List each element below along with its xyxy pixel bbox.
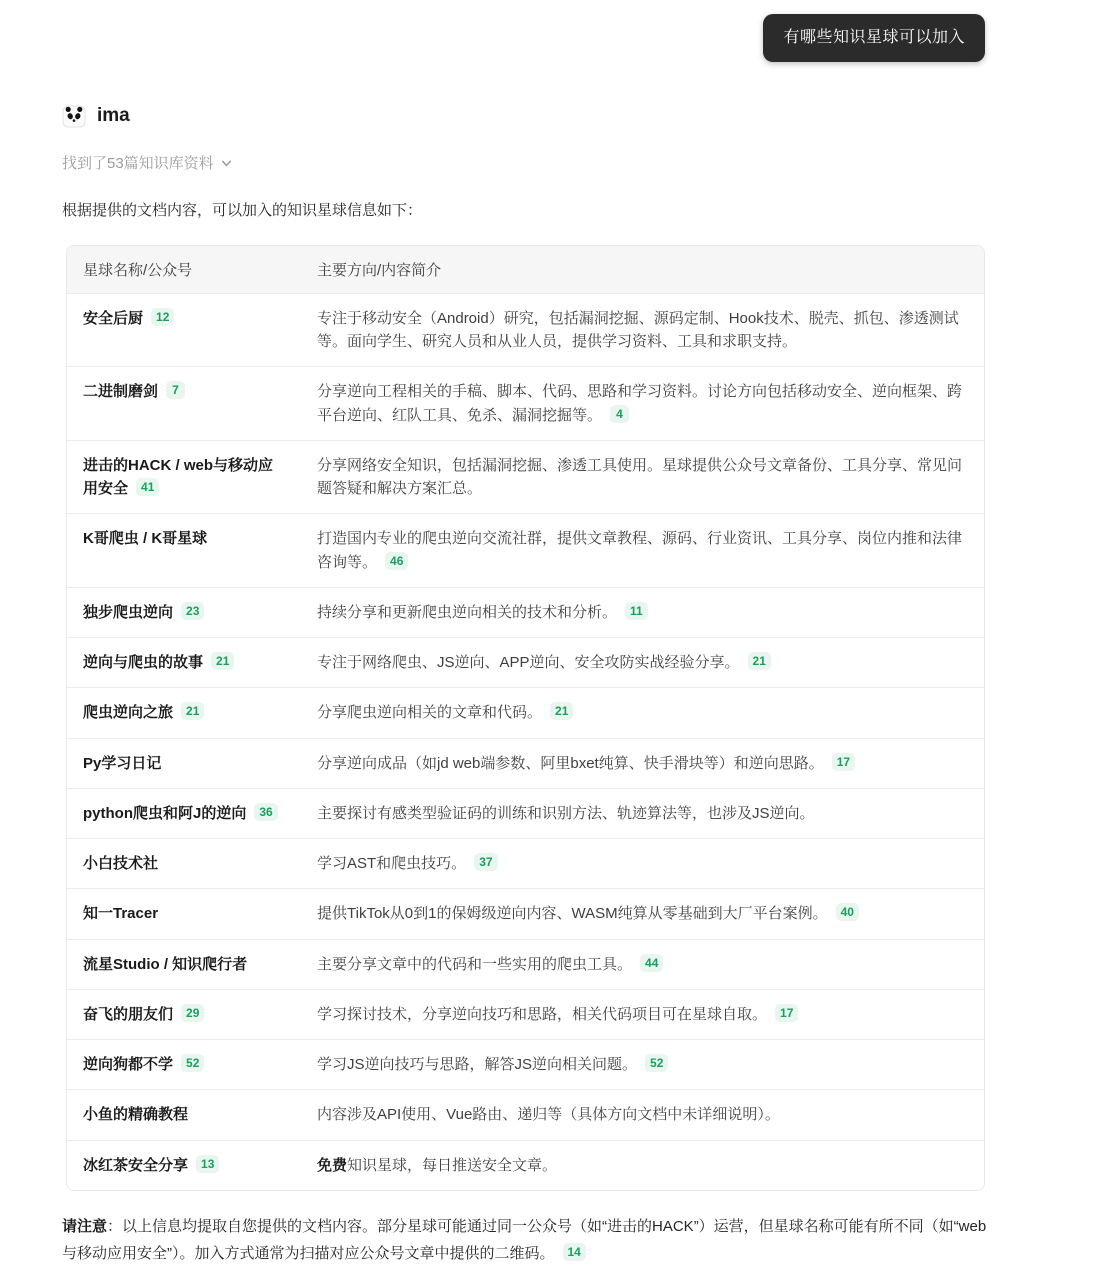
planet-desc: 主要探讨有感类型验证码的训练和识别方法、轨迹算法等，也涉及JS逆向。: [317, 804, 815, 822]
planet-desc: 持续分享和更新爬虫逆向相关的技术和分析。: [317, 603, 618, 621]
planet-name: 小白技术社: [83, 855, 159, 873]
planet-name: 冰红茶安全分享: [83, 1156, 189, 1174]
desc-citation-badge[interactable]: 4: [610, 405, 629, 423]
planet-name: 小鱼的精确教程: [83, 1106, 189, 1124]
planet-desc: 知识星球，每日推送安全文章。: [347, 1156, 558, 1174]
note-bold-label: 请注意: [62, 1217, 108, 1235]
table-row: [67, 839, 984, 889]
table-row: [67, 688, 984, 738]
planet-desc: 分享逆向成品（如jd web端参数、阿里bxet纯算、快手滑块等）和逆向思路。: [317, 754, 824, 772]
desc-citation-badge[interactable]: 44: [640, 954, 663, 972]
planet-name: 逆向狗都不学: [83, 1056, 174, 1074]
desc-citation-badge[interactable]: 11: [625, 602, 648, 620]
table-row: [67, 738, 984, 788]
table-header-row: [67, 246, 984, 294]
planet-desc: 打造国内专业的爬虫逆向交流社群，提供文章教程、源码、行业资讯、工具分享、岗位内推和法律咨询等。: [317, 530, 963, 571]
planet-desc: 分享逆向工程相关的手稿、脚本、代码、思路和学习资料。讨论方向包括移动安全、逆向框架、跨平台逆向、红队工具、免杀、漏洞挖掘等。: [317, 383, 963, 424]
note-body: ：以上信息均提取自您提供的文档内容。部分星球可能通过同一公众号（如“进击的HACK”）运营，但星球名称可能有所不同（如“web与移动应用安全”）。加入方式通常为扫描对应公众号文章中提供的二维码。: [62, 1217, 987, 1262]
planet-desc: 提供TikTok从0到1的保姆级逆向内容、WASM纯算从零基础到大厂平台案例。: [317, 905, 828, 923]
table-row: [67, 889, 984, 939]
planet-name: 安全后厨: [83, 309, 144, 327]
desc-citation-badge[interactable]: 52: [645, 1054, 668, 1072]
desc-citation-badge[interactable]: 17: [775, 1004, 798, 1022]
planet-name: Py学习日记: [83, 754, 162, 772]
planet-name: 进击的HACK / web与移动应用安全: [83, 456, 274, 498]
planet-desc: 专注于网络爬虫、JS逆向、APP逆向、安全攻防实战经验分享。: [317, 654, 740, 672]
note-citation-badge[interactable]: 14: [563, 1243, 586, 1261]
planet-name: 独步爬虫逆向: [83, 603, 174, 621]
planet-name: 二进制磨剑: [83, 383, 159, 401]
footer-note: [62, 1213, 987, 1267]
user-message-row: [0, 14, 1098, 62]
table-row: [67, 367, 984, 441]
name-citation-badge[interactable]: 12: [151, 308, 174, 326]
intro-text: 根据提供的文档内容，可以加入的知识星球信息如下：: [62, 202, 423, 220]
desc-citation-badge[interactable]: 21: [748, 652, 771, 670]
table-row: [67, 1140, 984, 1190]
table-row: [67, 587, 984, 637]
planet-desc: 分享网络安全知识，包括漏洞挖掘、渗透工具使用。星球提供公众号文章备份、工具分享、常见问题答疑和解决方案汇总。: [317, 456, 963, 498]
table-row: [67, 1090, 984, 1140]
planet-name: 知一Tracer: [83, 905, 159, 923]
table-row: [67, 1040, 984, 1090]
planet-name: python爬虫和阿J的逆向: [83, 804, 247, 822]
planet-name: K哥爬虫 / K哥星球: [83, 530, 208, 548]
table-row: [67, 514, 984, 588]
assistant-header: [62, 104, 988, 128]
name-citation-badge[interactable]: 29: [181, 1004, 204, 1022]
col-header-planet-name: 星球名称/公众号: [67, 246, 301, 294]
name-citation-badge[interactable]: 41: [136, 478, 159, 496]
planet-desc: 学习JS逆向技巧与思路，解答JS逆向相关问题。: [317, 1056, 638, 1074]
name-citation-badge[interactable]: 7: [166, 381, 185, 399]
desc-citation-badge[interactable]: 21: [550, 702, 573, 720]
desc-citation-badge[interactable]: 46: [385, 552, 408, 570]
table-row: [67, 939, 984, 989]
name-citation-badge[interactable]: 21: [211, 652, 234, 670]
planet-desc: 内容涉及API使用、Vue路由、递归等（具体方向文档中未详细说明）。: [317, 1106, 780, 1124]
desc-citation-badge[interactable]: 37: [474, 853, 497, 871]
planet-name: 奋飞的朋友们: [83, 1005, 174, 1023]
name-citation-badge[interactable]: 52: [181, 1054, 204, 1072]
planet-name: 流星Studio / 知识爬行者: [83, 955, 248, 973]
planet-name: 爬虫逆向之旅: [83, 704, 174, 722]
table-row: [67, 293, 984, 367]
ima-panda-logo-icon: [62, 104, 88, 128]
chevron-down-icon: [220, 157, 233, 170]
planet-desc-bold: 免费: [317, 1156, 348, 1174]
table-row: [67, 989, 984, 1039]
table-row: [67, 440, 984, 514]
sources-toggle[interactable]: [62, 152, 988, 173]
name-citation-badge[interactable]: 36: [254, 803, 277, 821]
sources-toggle-label: 找到了53篇知识库资料: [62, 155, 214, 173]
user-message-bubble: 有哪些知识星球可以加入: [763, 14, 985, 62]
planet-desc: 专注于移动安全（Android）研究，包括漏洞挖掘、源码定制、Hook技术、脱壳、抓包、渗透测试等。面向学生、研究人员和从业人员，提供学习资料、工具和求职支持。: [317, 309, 959, 351]
name-citation-badge[interactable]: 23: [181, 602, 204, 620]
table-row: [67, 638, 984, 688]
name-citation-badge[interactable]: 21: [181, 702, 204, 720]
desc-citation-badge[interactable]: 17: [832, 753, 855, 771]
planet-desc: 主要分享文章中的代码和一些实用的爬虫工具。: [317, 955, 633, 973]
planet-desc: 分享爬虫逆向相关的文章和代码。: [317, 704, 543, 722]
planet-desc: 学习AST和爬虫技巧。: [317, 855, 467, 873]
table-body: [67, 293, 984, 1190]
planet-name: 逆向与爬虫的故事: [83, 654, 204, 672]
table-row: [67, 788, 984, 838]
assistant-response: [0, 104, 1098, 1267]
desc-citation-badge[interactable]: 40: [836, 903, 859, 921]
planet-desc: 学习探讨技术，分享逆向技巧和思路，相关代码项目可在星球自取。: [317, 1005, 768, 1023]
col-header-planet-desc: 主要方向/内容简介: [301, 246, 984, 294]
planets-table: [66, 245, 985, 1191]
name-citation-badge[interactable]: 13: [196, 1155, 219, 1173]
assistant-name: ima: [97, 105, 130, 127]
